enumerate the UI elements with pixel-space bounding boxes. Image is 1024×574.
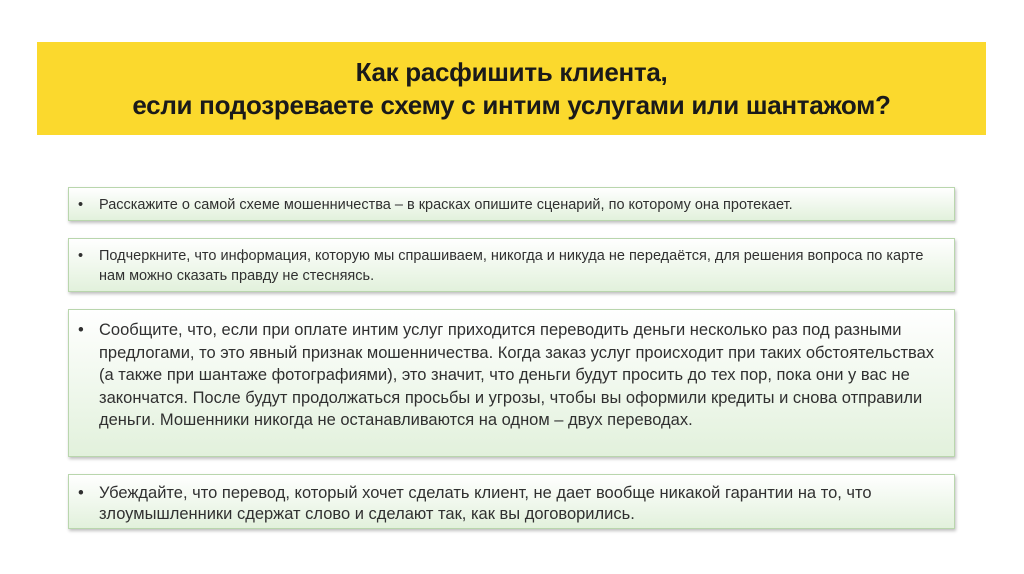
- bullet-box-4: [68, 474, 955, 529]
- title-banner: [37, 42, 986, 135]
- bullet-text-4: Убеждайте, что перевод, который хочет сделать клиент, не дает вообще никакой гарантии на то, что злоумышленники сдержат слово и сделают так, как вы договорились.: [99, 484, 872, 523]
- bullet-icon: •: [78, 248, 84, 264]
- bullet-icon: •: [78, 321, 84, 339]
- bullet-text-2: Подчеркните, что информация, которую мы спрашиваем, никогда и никуда не передаётся, для решения вопроса по карте нам можно сказать правду не стесняясь.: [99, 248, 924, 284]
- bullet-box-2: [68, 238, 955, 292]
- bullet-box-3: [68, 309, 955, 457]
- title-line-2: если подозреваете схему с интим услугами или шантажом?: [132, 89, 891, 120]
- bullet-icon: •: [78, 484, 84, 502]
- bullet-text-1: Расскажите о самой схеме мошенничества – в красках опишите сценарий, по которому она протекает.: [99, 197, 793, 213]
- title-line-1: Как расфишить клиента,: [355, 56, 668, 87]
- bullet-text-3: Сообщите, что, если при оплате интим услуг приходится переводить деньги несколько раз под разными предлогами, то это явный признак мошенничества. Когда заказ услуг происходит при таких обстоятельствах (а также при шантаже фотографиями), это значит, что деньги будут просить до тех пор, пока они у вас не закончатся. После будут продолжаться просьбы и угрозы, чтобы вы оформили кредиты и снова отправили деньги. Мошенники никогда не останавливаются на одном – двух переводах.: [99, 321, 935, 429]
- bullet-icon: •: [78, 197, 84, 213]
- bullet-box-1: [68, 187, 955, 221]
